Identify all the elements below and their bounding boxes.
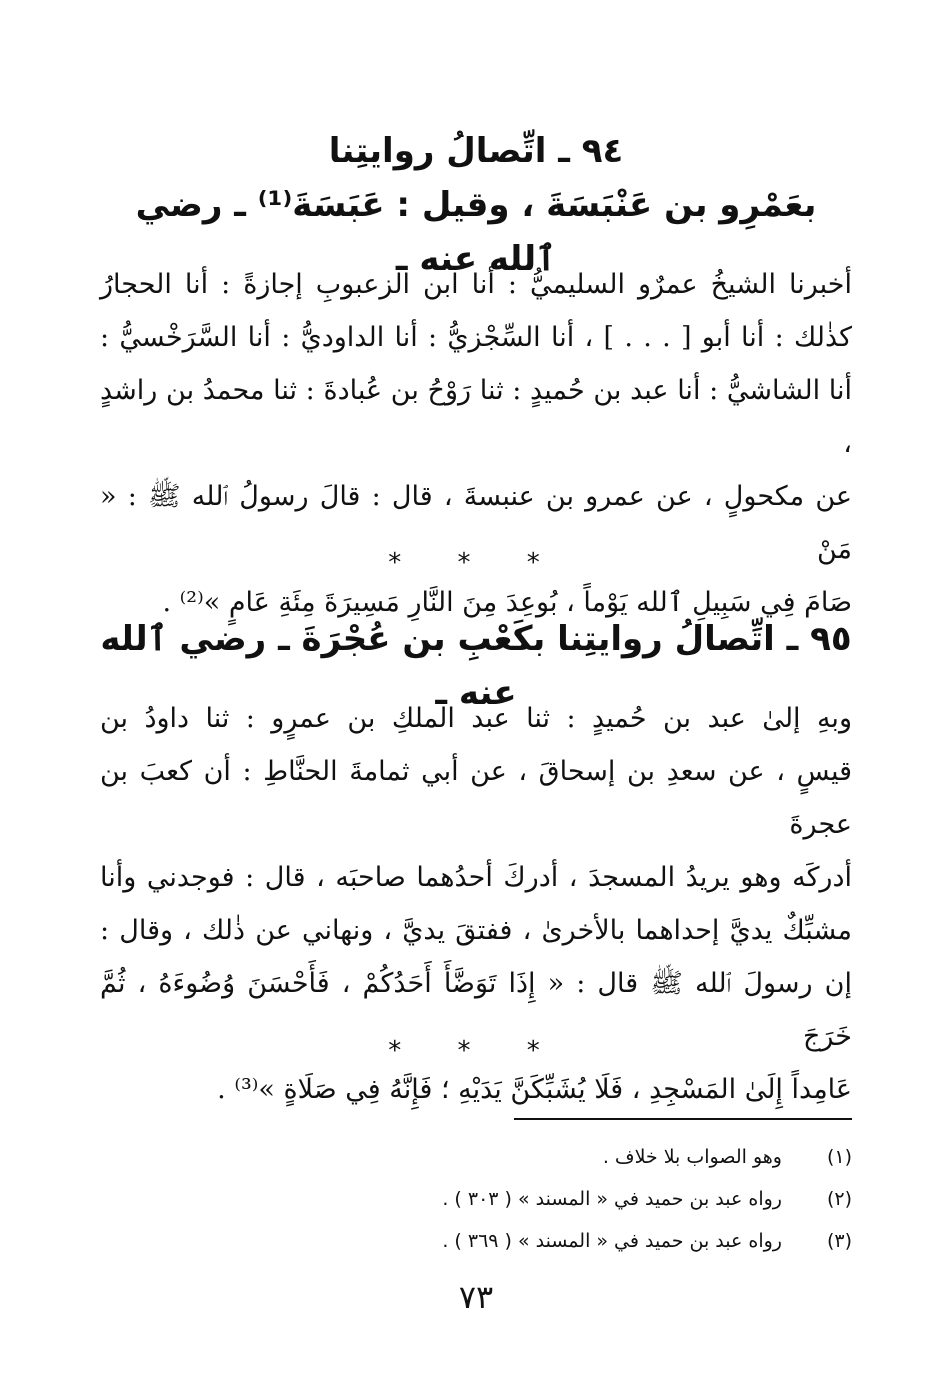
section-95-title: ٩٥ ـ اتِّصالُ روايتِنا بكَعْبِ بن عُجْرَةَ ـ رضي ٱلله عنه ـ bbox=[100, 619, 852, 713]
footnote-text: رواه عبد بن حميد في « المسند » ( ٣٦٩ ) . bbox=[442, 1230, 782, 1252]
paragraph-line: أنا الشاشيُّ : أنا عبد بن حُميدٍ : ثنا رَوْحُ بن عُبادةَ : ثنا محمدُ بن راشدٍ ، bbox=[100, 375, 852, 459]
paragraph-line: كذٰلك : أنا أبو [ . . . ] ، أنا السِّجْزيُّ : أنا الداوديُّ : أنا السَّرَخْسيُّ : bbox=[100, 322, 852, 353]
paragraph-line: وبهِ إلىٰ عبد بن حُميدٍ : ثنا عبد الملكِ بن عمرٍو : ثنا داودُ بن bbox=[100, 703, 852, 734]
paragraph-line: أدركَه وهو يريدُ المسجدَ ، أدركَ أحدُهما صاحبَه ، قال : فوجدني وأنا bbox=[100, 862, 852, 893]
paragraph-line: مشبِّكٌ يديَّ إحداهما بالأخرىٰ ، ففتقَ يديَّ ، ونهاني عن ذٰلك ، وقال : bbox=[100, 915, 852, 946]
paragraph-line: عن مكحولٍ ، عن عمرو بن عنبسةَ ، قال : قالَ رسولُ ٱلله ﷺ : « مَنْ bbox=[100, 481, 852, 565]
footnote-item bbox=[100, 1136, 852, 1178]
asterism-separator: * * * bbox=[388, 1036, 564, 1066]
footnote-number: (٢) bbox=[826, 1188, 852, 1210]
paragraph-line: صَامَ فِي سَبِيلِ ٱلله يَوْماً ، بُوعِدَ مِنَ النَّارِ مَسِيرَةَ مِئَةِ عَامٍ »⁽²⁾ . bbox=[162, 587, 852, 618]
footnote-item bbox=[100, 1178, 852, 1220]
paragraph-line: إن رسولَ ٱلله ﷺ قال : « إِذَا تَوَضَّأَ أَحَدُكُمْ ، فَأَحْسَنَ وُضُوءَهُ ، ثُمَّ خَرَجَ bbox=[100, 968, 852, 1052]
footnote-divider bbox=[514, 1118, 852, 1120]
footnote-item bbox=[100, 1220, 852, 1262]
footnote-text: وهو الصواب بلا خلاف . bbox=[602, 1146, 782, 1168]
asterism-separator: * * * bbox=[388, 548, 564, 578]
page-number: ٧٣ bbox=[458, 1278, 494, 1316]
section-94-subtitle: بعَمْرِو بن عَنْبَسَةَ ، وقيل : عَبَسَةَ⁽¹⁾ ـ رضي ٱلله عنه ـ bbox=[135, 185, 817, 279]
footnotes bbox=[100, 1136, 852, 1262]
book-page bbox=[100, 0, 852, 1392]
footnote-number: (١) bbox=[826, 1146, 852, 1168]
paragraph-line: أخبرنا الشيخُ عمرٌو السليميُّ : أنا ابن الزعبوبِ إجازةً : أنا الحجارُ bbox=[100, 269, 852, 300]
footnote-text: رواه عبد بن حميد في « المسند » ( ٣٠٣ ) . bbox=[442, 1188, 782, 1210]
section-94-title: ٩٤ ـ اتِّصالُ روايتِنا bbox=[328, 131, 624, 171]
paragraph-line: عَامِداً إِلَىٰ المَسْجِدِ ، فَلَا يُشَبِّكَنَّ يَدَيْهِ ؛ فَإِنَّهُ فِي صَلَاةٍ »⁽³⁾ . bbox=[217, 1074, 852, 1105]
paragraph-line: قيسٍ ، عن سعدِ بن إسحاقَ ، عن أبي ثمامةَ الحنَّاطِ : أن كعبَ بن عجرةَ bbox=[100, 756, 852, 840]
footnote-number: (٣) bbox=[826, 1230, 852, 1252]
